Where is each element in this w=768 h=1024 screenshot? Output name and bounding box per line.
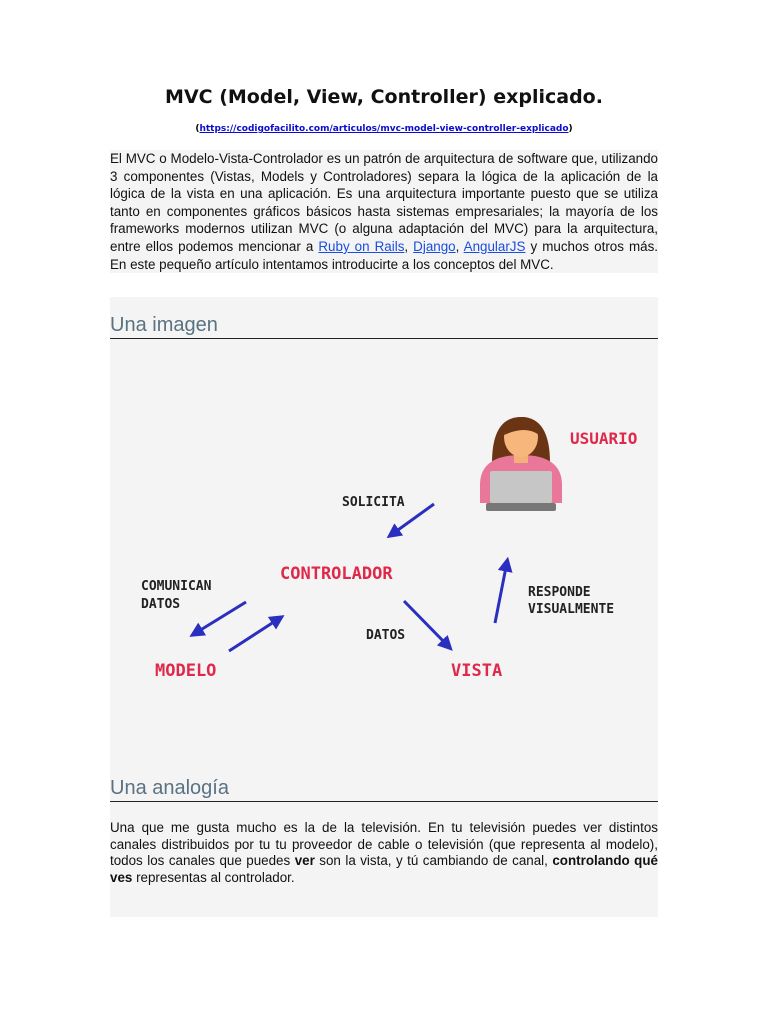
- link-django[interactable]: Django: [413, 238, 456, 254]
- link-angularjs[interactable]: AngularJS: [463, 238, 526, 254]
- analogy-paragraph: [110, 820, 658, 886]
- analogy-bold-ver: ver: [294, 853, 315, 869]
- section-heading-analogy: Una analogía: [110, 777, 658, 802]
- analogy-text-2: son la vista, y tú cambiando de canal,: [319, 853, 548, 869]
- label-controlador: CONTROLADOR: [280, 564, 393, 584]
- analogy-text-1: Una que me gusta mucho es la de la televisión. En tu televisión puedes ver distintos canales distribuidos por tu tu proveedor de cable o televisión (que representa al modelo), todos los canales que puedes: [110, 820, 658, 869]
- intro-tail: y muchos otros más. En este pequeño artículo intentamos introducirte a los conceptos del MVC.: [110, 238, 659, 272]
- analogy-text-3: representas al controlador.: [136, 869, 295, 885]
- label-modelo: MODELO: [155, 661, 217, 681]
- arrow-comunican-down: [194, 602, 246, 634]
- user-illustration-icon: [480, 417, 562, 511]
- label-datos: DATOS: [366, 628, 406, 643]
- label-solicita: SOLICITA: [342, 495, 405, 510]
- source-url-link[interactable]: https://codigofacilito.com/articulos/mvc-model-view-controller-explicado: [199, 124, 569, 134]
- label-responde-visualmente: VISUALMENTE: [528, 602, 615, 617]
- arrow-responde: [495, 562, 507, 623]
- label-usuario: USUARIO: [570, 429, 638, 448]
- label-comunican-datos: DATOS: [141, 597, 181, 612]
- section-heading-image: Una imagen: [110, 314, 658, 339]
- label-vista: VISTA: [451, 661, 503, 681]
- arrow-comunican-up: [229, 618, 280, 651]
- source-url-line: (https://codigofacilito.com/articulos/mvc-model-view-controller-explicado): [195, 124, 573, 134]
- label-responde: RESPONDE: [528, 585, 591, 600]
- page-title: MVC (Model, View, Controller) explicado.: [165, 86, 603, 108]
- link-ruby-on-rails[interactable]: Ruby on Rails: [318, 238, 405, 254]
- mvc-diagram: [110, 345, 658, 765]
- arrow-datos: [404, 601, 449, 647]
- analogy-bold-controlando: controlando qué ves: [110, 853, 658, 885]
- intro-paragraph: El MVC o Modelo-Vista-Controlador es un patrón de arquitectura de software que, utilizando 3 componentes (Vistas, Models y Controladores) separa la lógica de la aplicación de la lógica de la vista en una aplicación. Es una arquitectura importante puesto que se utiliza tanto en componentes gráficos básicos hasta sistemas empresariales; la mayoría de los frameworks modernos utilizan MVC (o alguna adaptación del MVC) para la arquitectura, entre ellos podemos mencionar a Ruby on Rails, Django, AngularJS y muchos otros más. En este pequeño artículo intentamos introducirte a los conceptos del MVC.: [110, 151, 659, 272]
- label-comunican: COMUNICAN: [141, 579, 212, 594]
- intro-text: El MVC o Modelo-Vista-Controlador es un patrón de arquitectura de software que, utilizando 3 componentes (Vistas, Models y Controladores) separa la lógica de la aplicación de la lógica de la vista en una aplicación. Es una arquitectura importante puesto que se utiliza tanto en componentes gráficos básicos hasta sistemas empresariales; la mayoría de los frameworks modernos utilizan MVC (o alguna adaptación del MVC) para la arquitectura, entre ellos podemos mencionar a: [110, 151, 658, 254]
